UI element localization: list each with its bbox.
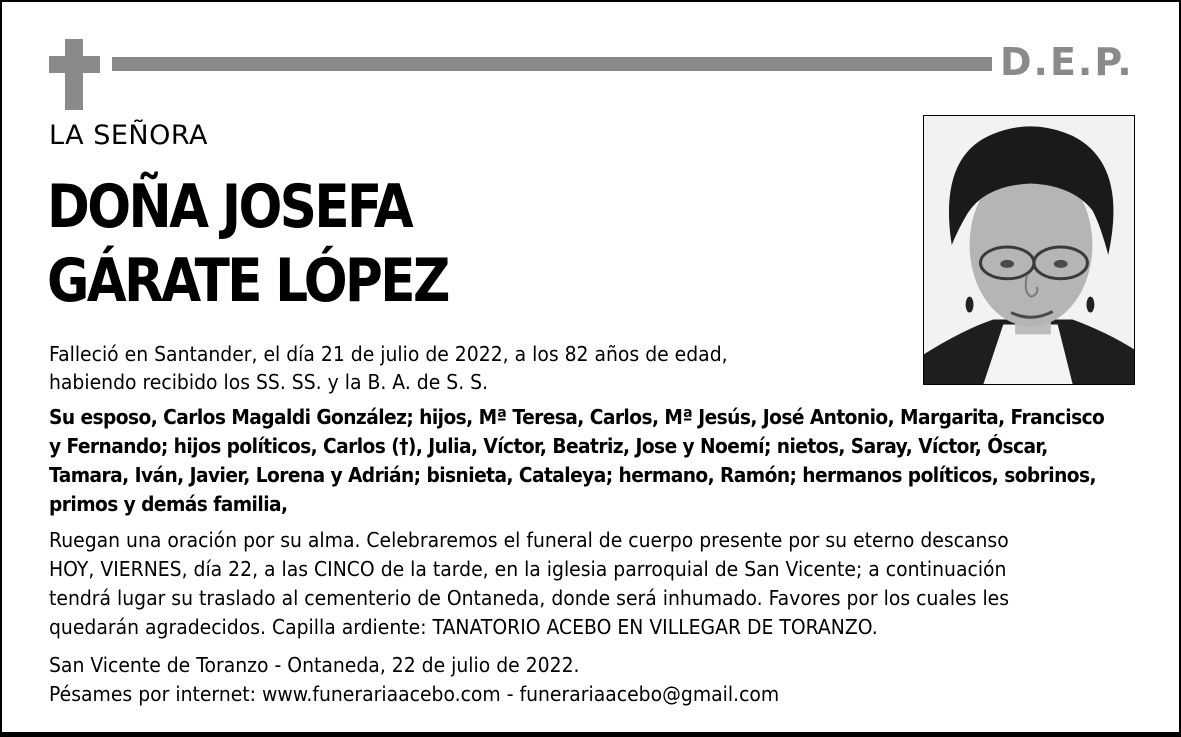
family-line: Tamara, Iván, Javier, Lorena y Adrián; bisnieta, Cataleya; hermano, Ramón; hermanos políticos, sobrinos, [49,463,1097,487]
death-details-line: Falleció en Santander, el día 21 de julio de 2022, a los 82 años de edad, [49,342,728,366]
funeral-line: Ruegan una oración por su alma. Celebraremos el funeral de cuerpo presente por su eterno descanso [49,528,1009,552]
family-line: y Fernando; hijos políticos, Carlos (†), Julia, Víctor, Beatriz, Jose y Noemí; nietos, Saray, Víctor, Óscar, [49,434,1048,458]
condolences-contact: Pésames por internet: www.funerariaacebo.com - funerariaacebo@gmail.com [49,682,780,706]
family-line: primos y demás familia, [49,492,288,516]
funeral-line: quedarán agradecidos. Capilla ardiente: TANATORIO ACEBO EN VILLEGAR DE TORANZO. [49,615,878,639]
deceased-name-line1: DOÑA JOSEFA [47,172,412,242]
cross-icon [65,39,83,110]
funeral-line: HOY, VIERNES, día 22, a las CINCO de la tarde, en la iglesia parroquial de San Vicente; a continuación [49,557,1007,581]
notice-title: LA SEÑORA [49,120,208,151]
portrait-photo [923,115,1135,385]
header-rule [112,57,992,71]
place-date: San Vicente de Toranzo - Ontaneda, 22 de julio de 2022. [49,653,580,677]
cross-icon-bar [49,56,100,73]
family-line: Su esposo, Carlos Magaldi González; hijos, Mª Teresa, Carlos, Mª Jesús, José Antonio, Margarita, Francisco [49,405,1105,429]
dep-heading: D.E.P. [1000,40,1134,84]
death-details-line: habiendo recibido los SS. SS. y la B. A. de S. S. [49,370,489,394]
deceased-name-line2: GÁRATE LÓPEZ [47,246,448,316]
funeral-line: tendrá lugar su traslado al cementerio de Ontaneda, donde será inhumado. Favores por los cuales les [49,586,1010,610]
